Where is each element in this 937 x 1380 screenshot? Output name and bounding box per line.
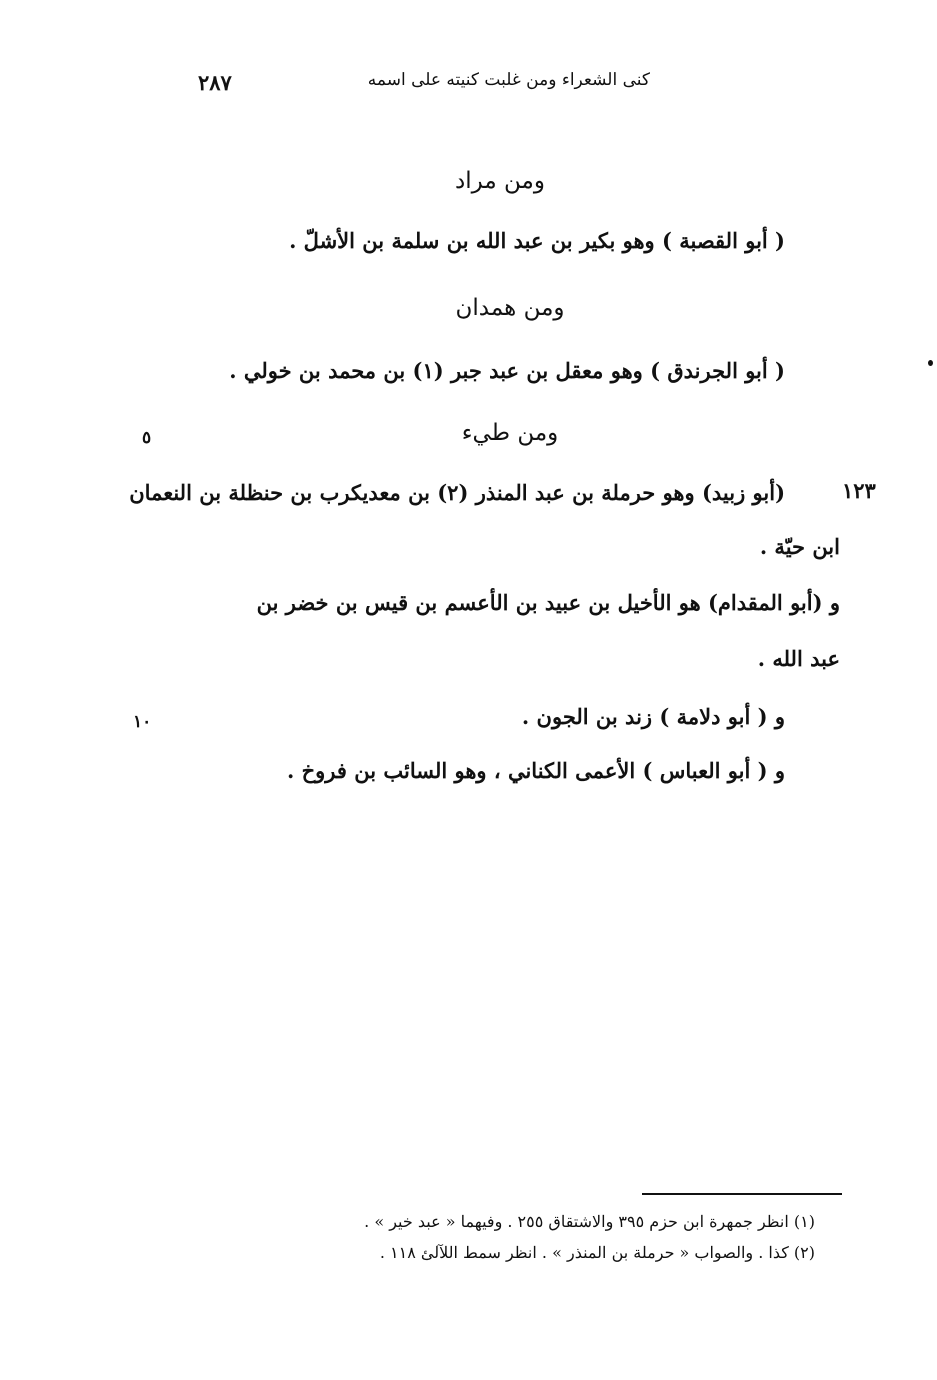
- margin-dot: [928, 360, 933, 366]
- entry-abu-al-jarandaq: ( أبو الجرندق ) وهو معقل بن عبد جبر (١) بن محمد بن خولي .: [229, 358, 785, 383]
- page-number: ٢٨٧: [198, 70, 232, 95]
- section-heading-hamdan: ومن همدان: [455, 295, 565, 321]
- entry-abu-al-miqdam-line-1: و (أبو المقدام) هو الأخيل بن عبيد بن الأعسم بن قيس بن خضر بن: [256, 590, 840, 615]
- entry-abu-dulama: و ( أبو دلامة ) زند بن الجون .: [521, 704, 785, 729]
- footnote-1: (١) انظر جمهرة ابن حزم ٣٩٥ والاشتقاق ٢٥٥ . وفيهما « عبد خير » .: [364, 1212, 815, 1231]
- line-number-5: ٥: [142, 428, 152, 448]
- entry-abu-zubayd-line-1: (أبو زبيد) وهو حرملة بن عبد المنذر (٢) بن معديكرب بن حنظلة بن النعمان: [129, 480, 785, 505]
- footnote-2: (٢) كذا . والصواب « حرملة بن المنذر » . انظر سمط اللآلئ ١١٨ .: [379, 1243, 815, 1262]
- line-number-10: ١٠: [133, 712, 152, 732]
- entry-abu-al-qasaba: ( أبو القصبة ) وهو بكير بن عبد الله بن سلمة بن الأشلّ .: [289, 228, 785, 253]
- footnote-rule: [642, 1193, 842, 1195]
- entry-number-123: ١٢٣: [842, 478, 876, 503]
- entry-abu-zubayd-line-2: ابن حيّة .: [759, 534, 840, 559]
- running-head: كنى الشعراء ومن غلبت كنيته على اسمه: [367, 70, 650, 90]
- section-heading-tayy: ومن طيء: [461, 420, 559, 446]
- entry-abu-al-abbas: و ( أبو العباس ) الأعمى الكناني ، وهو السائب بن فروخ .: [286, 758, 785, 783]
- entry-abu-al-miqdam-line-2: عبد الله .: [757, 646, 840, 671]
- section-heading-murad: ومن مراد: [455, 168, 545, 194]
